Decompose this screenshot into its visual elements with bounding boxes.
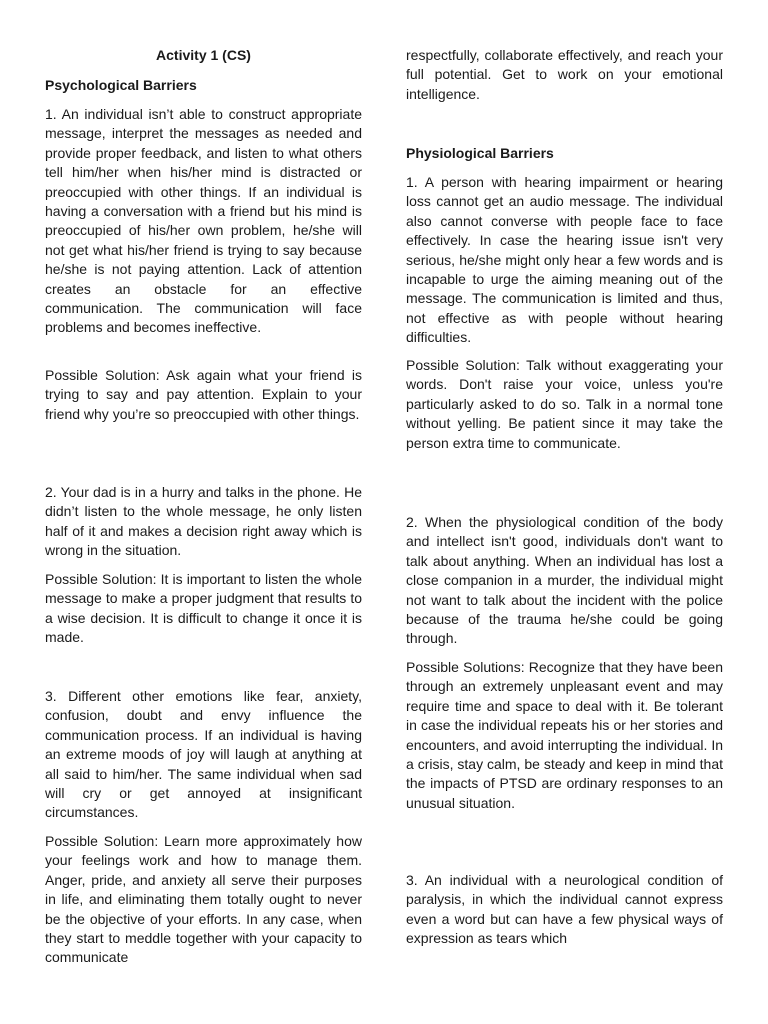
page-title: Activity 1 (CS) [156, 47, 251, 63]
paragraph-phys-1: 1. A person with hearing impairment or hearing loss cannot get an audio message. The individual also cannot converse with people face to face effectively. In case the hearing issue isn't very serious, he/she might only hear a few words and is incapable to urge the aiming meaning out of the message. The communication is limited and thus, not effective as with people without hearing difficulties. [406, 174, 723, 346]
paragraph-phys-3: 3. An individual with a neurological condition of paralysis, in which the individual cannot express even a word but can have a few physical ways of expression as tears which [406, 872, 723, 947]
paragraph-phys-2: 2. When the physiological condition of the body and intellect isn't good, individuals don't want to talk about anything. When an individual has lost a close companion in a murder, the individual might not want to talk about the incident with the police because of the trauma he/she could be going through. [406, 514, 723, 647]
solution-phys-1: Possible Solution: Talk without exaggerating your words. Don't raise your voice, unless you're particularly asked to do so. Talk in a normal tone without yelling. Be patient since it may take the person extra time to communicate. [406, 357, 723, 451]
solution-psych-2: Possible Solution: It is important to listen the whole message to make a proper judgment that results to a wise decision. It is difficult to change it once it is made. [45, 571, 362, 646]
section-heading-physiological: Physiological Barriers [406, 145, 554, 161]
section-heading-psychological: Psychological Barriers [45, 77, 197, 93]
continuation-paragraph: respectfully, collaborate effectively, and reach your full potential. Get to work on your emotional intelligence. [406, 47, 723, 102]
paragraph-psych-2: 2. Your dad is in a hurry and talks in the phone. He didn’t listen to the whole message, he only listen half of it and makes a decision right away which is wrong in the situation. [45, 484, 362, 559]
solution-psych-3: Possible Solution: Learn more approximately how your feelings work and how to manage them. Anger, pride, and anxiety all serve their purposes in life, and eliminating them totally ought to never be the objective of your efforts. In any case, when they start to meddle together with your capacity to communicate [45, 833, 362, 966]
solution-psych-1: Possible Solution: Ask again what your friend is trying to say and pay attention. Explain to your friend why you’re so preoccupied with other things. [45, 367, 362, 422]
solution-phys-2: Possible Solutions: Recognize that they have been through an extremely unpleasant event and may require time and space to deal with it. Be tolerant in case the individual repeats his or her stories and encounters, and avoid interrupting the individual. In a crisis, stay calm, be steady and keep in mind that the impacts of PTSD are ordinary responses to an unusual situation. [406, 659, 723, 811]
paragraph-psych-1: 1. An individual isn’t able to construct appropriate message, interpret the messages as needed and provide proper feedback, and listen to what others tell him/her when his/her mind is distracted or preoccupied with other things. If an individual is having a conversation with a friend but his mind is preoccupied of his/her own problem, he/she will not get what his/her friend is trying to say because he/she is not paying attention. Lack of attention creates an obstacle for an effective communication. The communication will face problems and becomes ineffective. [45, 106, 362, 336]
paragraph-psych-3: 3. Different other emotions like fear, anxiety, confusion, doubt and envy influence the communication process. If an individual is having an extreme moods of joy will laugh at anything at all said to him/her. The same individual when sad will cry or get annoyed at insignificant circumstances. [45, 688, 362, 821]
